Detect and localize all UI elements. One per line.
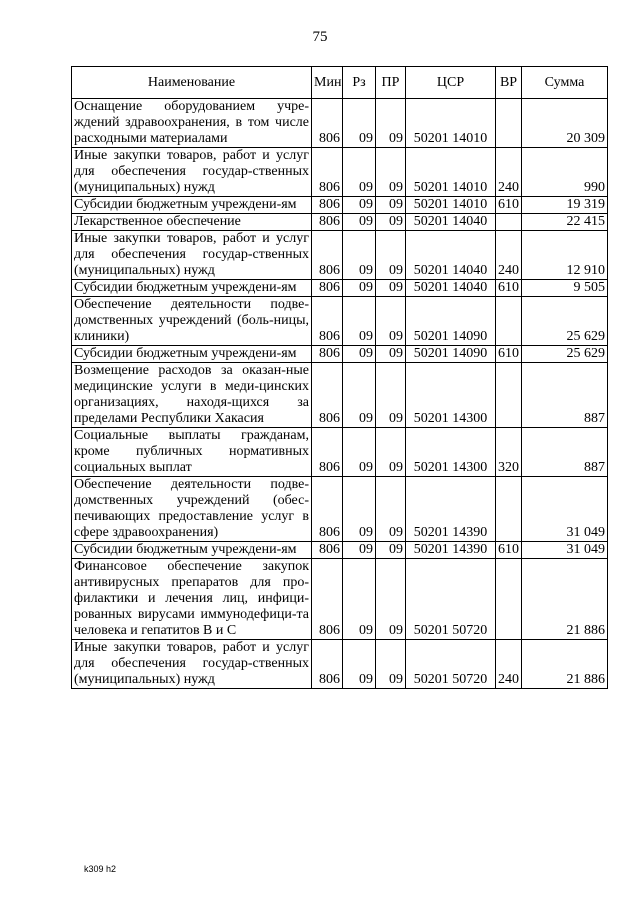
cell-name: Финансовое обеспечение закупок антивирусных препаратов для про-филактики и лечения лиц, инфици-рованных вирусами иммунодефици-та человека и гепатитов В и С xyxy=(72,559,312,640)
cell-csr: 50201 14040 xyxy=(406,231,496,280)
cell-sum: 21 886 xyxy=(522,559,608,640)
cell-sum: 887 xyxy=(522,363,608,428)
table-row xyxy=(72,231,608,280)
cell-csr: 50201 14090 xyxy=(406,297,496,346)
cell-sum: 19 319 xyxy=(522,197,608,214)
cell-name: Иные закупки товаров, работ и услуг для обеспечения государ-ственных (муниципальных) нужд xyxy=(72,231,312,280)
cell-vr: 240 xyxy=(496,148,522,197)
cell-rz: 09 xyxy=(343,99,376,148)
cell-rz: 09 xyxy=(343,197,376,214)
cell-csr: 50201 14390 xyxy=(406,477,496,542)
cell-min: 806 xyxy=(312,297,343,346)
cell-name: Субсидии бюджетным учреждени-ям xyxy=(72,542,312,559)
cell-pr: 09 xyxy=(376,99,406,148)
cell-pr: 09 xyxy=(376,428,406,477)
cell-sum: 31 049 xyxy=(522,542,608,559)
cell-rz: 09 xyxy=(343,428,376,477)
table-row xyxy=(72,542,608,559)
cell-pr: 09 xyxy=(376,280,406,297)
cell-pr: 09 xyxy=(376,559,406,640)
cell-sum: 887 xyxy=(522,428,608,477)
cell-min: 806 xyxy=(312,640,343,689)
cell-vr xyxy=(496,214,522,231)
cell-min: 806 xyxy=(312,559,343,640)
cell-sum: 990 xyxy=(522,148,608,197)
cell-pr: 09 xyxy=(376,542,406,559)
header-rz: Рз xyxy=(343,67,376,99)
cell-rz: 09 xyxy=(343,280,376,297)
cell-sum: 22 415 xyxy=(522,214,608,231)
cell-vr xyxy=(496,99,522,148)
cell-rz: 09 xyxy=(343,346,376,363)
cell-csr: 50201 14300 xyxy=(406,428,496,477)
cell-rz: 09 xyxy=(343,477,376,542)
cell-vr xyxy=(496,477,522,542)
cell-csr: 50201 14300 xyxy=(406,363,496,428)
cell-min: 806 xyxy=(312,214,343,231)
cell-min: 806 xyxy=(312,231,343,280)
cell-vr xyxy=(496,297,522,346)
cell-name: Лекарственное обеспечение xyxy=(72,214,312,231)
cell-sum: 12 910 xyxy=(522,231,608,280)
header-vr: ВР xyxy=(496,67,522,99)
table-row xyxy=(72,99,608,148)
cell-rz: 09 xyxy=(343,640,376,689)
cell-vr xyxy=(496,363,522,428)
cell-rz: 09 xyxy=(343,214,376,231)
header-min: Мин xyxy=(312,67,343,99)
cell-pr: 09 xyxy=(376,197,406,214)
header-sum: Сумма xyxy=(522,67,608,99)
cell-vr: 240 xyxy=(496,231,522,280)
cell-name: Иные закупки товаров, работ и услуг для обеспечения государ-ственных (муниципальных) нужд xyxy=(72,148,312,197)
cell-min: 806 xyxy=(312,542,343,559)
cell-vr xyxy=(496,559,522,640)
cell-pr: 09 xyxy=(376,214,406,231)
header-pr: ПР xyxy=(376,67,406,99)
cell-min: 806 xyxy=(312,346,343,363)
cell-vr: 610 xyxy=(496,542,522,559)
cell-sum: 20 309 xyxy=(522,99,608,148)
cell-sum: 25 629 xyxy=(522,346,608,363)
table-row xyxy=(72,297,608,346)
cell-name: Обеспечение деятельности подве-домственных учреждений (боль-ницы, клиники) xyxy=(72,297,312,346)
table-row xyxy=(72,363,608,428)
cell-min: 806 xyxy=(312,280,343,297)
cell-csr: 50201 14010 xyxy=(406,99,496,148)
cell-min: 806 xyxy=(312,363,343,428)
cell-pr: 09 xyxy=(376,640,406,689)
cell-csr: 50201 14010 xyxy=(406,148,496,197)
cell-rz: 09 xyxy=(343,363,376,428)
cell-csr: 50201 14090 xyxy=(406,346,496,363)
cell-name: Социальные выплаты гражданам, кроме публичных нормативных социальных выплат xyxy=(72,428,312,477)
cell-sum: 9 505 xyxy=(522,280,608,297)
table-row xyxy=(72,428,608,477)
cell-min: 806 xyxy=(312,428,343,477)
table-row xyxy=(72,280,608,297)
cell-pr: 09 xyxy=(376,346,406,363)
cell-min: 806 xyxy=(312,148,343,197)
cell-min: 806 xyxy=(312,197,343,214)
table-row xyxy=(72,197,608,214)
cell-pr: 09 xyxy=(376,148,406,197)
cell-vr: 610 xyxy=(496,346,522,363)
table-row xyxy=(72,148,608,197)
cell-pr: 09 xyxy=(376,297,406,346)
cell-csr: 50201 50720 xyxy=(406,640,496,689)
cell-csr: 50201 50720 xyxy=(406,559,496,640)
cell-vr: 320 xyxy=(496,428,522,477)
cell-sum: 25 629 xyxy=(522,297,608,346)
budget-table xyxy=(71,66,608,689)
cell-rz: 09 xyxy=(343,542,376,559)
document-code: k309 h2 xyxy=(84,864,117,874)
cell-name: Субсидии бюджетным учреждени-ям xyxy=(72,346,312,363)
cell-csr: 50201 14040 xyxy=(406,214,496,231)
cell-csr: 50201 14010 xyxy=(406,197,496,214)
cell-sum: 31 049 xyxy=(522,477,608,542)
cell-csr: 50201 14040 xyxy=(406,280,496,297)
header-name: Наименование xyxy=(72,67,312,99)
cell-rz: 09 xyxy=(343,231,376,280)
table-row xyxy=(72,559,608,640)
cell-vr: 610 xyxy=(496,197,522,214)
cell-min: 806 xyxy=(312,99,343,148)
table-row xyxy=(72,346,608,363)
cell-name: Возмещение расходов за оказан-ные медицинские услуги в меди-цинских организациях, находя-щихся за пределами Республики Хакасия xyxy=(72,363,312,428)
cell-name: Субсидии бюджетным учреждени-ям xyxy=(72,197,312,214)
cell-name: Оснащение оборудованием учре-ждений здравоохранения, в том числе расходными материалами xyxy=(72,99,312,148)
cell-name: Обеспечение деятельности подве-домственных учреждений (обес-печивающих предоставление услуг в сфере здравоохранения) xyxy=(72,477,312,542)
table-row xyxy=(72,640,608,689)
cell-rz: 09 xyxy=(343,148,376,197)
cell-pr: 09 xyxy=(376,477,406,542)
header-csr: ЦСР xyxy=(406,67,496,99)
table-header-row xyxy=(72,67,608,99)
table-row xyxy=(72,477,608,542)
cell-vr: 610 xyxy=(496,280,522,297)
cell-csr: 50201 14390 xyxy=(406,542,496,559)
cell-pr: 09 xyxy=(376,231,406,280)
cell-name: Субсидии бюджетным учреждени-ям xyxy=(72,280,312,297)
cell-min: 806 xyxy=(312,477,343,542)
page-number: 75 xyxy=(312,29,328,45)
table-body xyxy=(72,99,608,689)
cell-rz: 09 xyxy=(343,559,376,640)
cell-vr: 240 xyxy=(496,640,522,689)
cell-name: Иные закупки товаров, работ и услуг для обеспечения государ-ственных (муниципальных) нужд xyxy=(72,640,312,689)
table-row xyxy=(72,214,608,231)
cell-pr: 09 xyxy=(376,363,406,428)
cell-sum: 21 886 xyxy=(522,640,608,689)
cell-rz: 09 xyxy=(343,297,376,346)
